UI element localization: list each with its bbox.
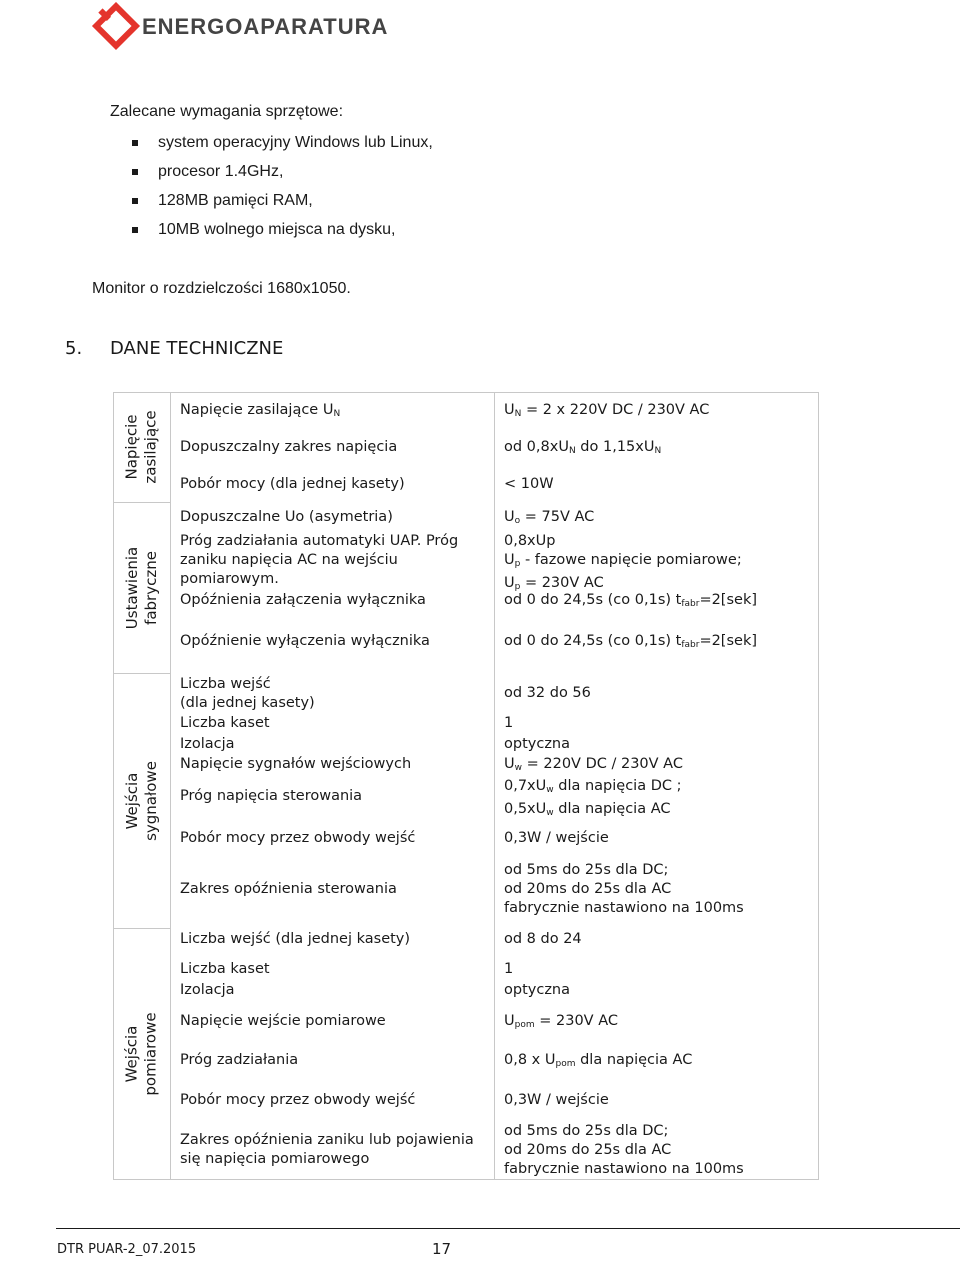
monitor-requirement: Monitor o rozdzielczości 1680x1050. bbox=[92, 280, 351, 297]
table-row-value: od 5ms do 25s dla DC; od 20ms do 25s dla AC fabrycznie nastawiono na 100ms bbox=[504, 862, 744, 916]
table-row-value: od 32 do 56 bbox=[504, 685, 591, 701]
table-row-value: 0,3W / wejście bbox=[504, 1092, 609, 1108]
table-row-value: $U_{pom} = 230V$ AC bbox=[504, 1013, 618, 1030]
table-row-label: Próg napięcia sterowania bbox=[180, 788, 363, 804]
section-title: DANE TECHNICZNE bbox=[110, 338, 284, 359]
group-label-supply: Napięcie zasilające bbox=[123, 410, 160, 484]
requirements-intro: Zalecane wymagania sprzętowe: bbox=[110, 103, 344, 120]
table-row-label: Opóźnienie wyłączenia wyłącznika bbox=[180, 633, 430, 649]
group-label-factory-settings: Ustawienia fabryczne bbox=[123, 546, 160, 629]
footer-divider bbox=[56, 1228, 960, 1229]
table-row-label: Próg zadziałania automatyki UAP. Próg zaniku napięcia AC na wejściu pomiarowym. bbox=[180, 533, 459, 587]
table-row-value: < 10W bbox=[504, 476, 554, 492]
table-row-label: Napięcie zasilające $U_N$ bbox=[180, 402, 341, 419]
table-row-value: od $0,8xU_N$ do $1,15xU_N$ bbox=[504, 439, 662, 456]
table-row-value: 0,8 x $U_{pom}$ dla napięcia AC bbox=[504, 1052, 693, 1069]
group-label-signal-inputs: Wejścia sygnałowe bbox=[123, 760, 161, 841]
table-row-value: 1 bbox=[504, 961, 514, 977]
section-number: 5. bbox=[65, 338, 83, 359]
table-row-value: $U_w = 220V$ DC / 230V AC bbox=[504, 756, 683, 773]
table-row-value: $0,7xU_w$ dla napięcia DC ; $0,5xU_w$ dla napięcia AC bbox=[504, 778, 682, 818]
table-row-label: Pobór mocy (dla jednej kasety) bbox=[180, 476, 405, 492]
table-row-label: Opóźnienia załączenia wyłącznika bbox=[180, 592, 426, 608]
table-row-label: Napięcie wejście pomiarowe bbox=[180, 1013, 386, 1029]
table-row-value: optyczna bbox=[504, 736, 571, 752]
document-id: DTR PUAR-2_07.2015 bbox=[57, 1242, 197, 1257]
table-divider bbox=[494, 392, 495, 1180]
table-row-label: Liczba kaset bbox=[180, 961, 270, 977]
table-row-label: Napięcie sygnałów wejściowych bbox=[180, 756, 412, 772]
table-row-value: $U_o = 75V$ AC bbox=[504, 509, 595, 526]
table-row-value: 0,3W / wejście bbox=[504, 830, 609, 846]
table-row-value: od 5ms do 25s dla DC; od 20ms do 25s dla AC fabrycznie nastawiono na 100ms bbox=[504, 1123, 744, 1177]
group-label-measuring-inputs: Wejścia pomiarowe bbox=[123, 1012, 160, 1096]
table-row-value: od 8 do 24 bbox=[504, 931, 582, 947]
table-row-label: Izolacja bbox=[180, 736, 235, 752]
brand-name: ENERGOAPARATURA bbox=[142, 14, 389, 39]
table-row-label: Pobór mocy przez obwody wejść bbox=[180, 830, 416, 846]
page-number: 17 bbox=[432, 1240, 452, 1258]
table-row-label: Zakres opóźnienia zaniku lub pojawienia się napięcia pomiarowego bbox=[180, 1132, 474, 1167]
bullet-square-icon bbox=[132, 198, 138, 204]
table-row-label: Dopuszczalne Uo (asymetria) bbox=[180, 509, 393, 525]
bullet-square-icon bbox=[132, 140, 138, 146]
table-row-value: 1 bbox=[504, 715, 514, 731]
table-row-label: Izolacja bbox=[180, 982, 235, 998]
table-row-label: Liczba kaset bbox=[180, 715, 270, 731]
table-row-label: Zakres opóźnienia sterowania bbox=[180, 881, 397, 897]
table-row-label: Próg zadziałania bbox=[180, 1052, 299, 1068]
table-row-label: Liczba wejść (dla jednej kasety) bbox=[180, 676, 315, 711]
table-row-label: Pobór mocy przez obwody wejść bbox=[180, 1092, 416, 1108]
table-row-label: Liczba wejść (dla jednej kasety) bbox=[180, 931, 411, 947]
bullet-square-icon bbox=[132, 169, 138, 175]
table-row-value: od 0 do 24,5s (co 0,1s) $t_{fabr}=2[sek]$ bbox=[504, 592, 757, 609]
table-row-value: 0,8xUp $U_p$ - fazowe napięcie pomiarowe; $U_p = 230V$ AC bbox=[504, 533, 742, 592]
table-row-label: Dopuszczalny zakres napięcia bbox=[180, 439, 398, 455]
table-row-value: od 0 do 24,5s (co 0,1s) $t_{fabr}=2[sek]$ bbox=[504, 633, 757, 650]
table-row-value: $U_N = 2$ x 220V DC / 230V AC bbox=[504, 402, 710, 419]
bullet-square-icon bbox=[132, 227, 138, 233]
table-row-value: optyczna bbox=[504, 982, 571, 998]
